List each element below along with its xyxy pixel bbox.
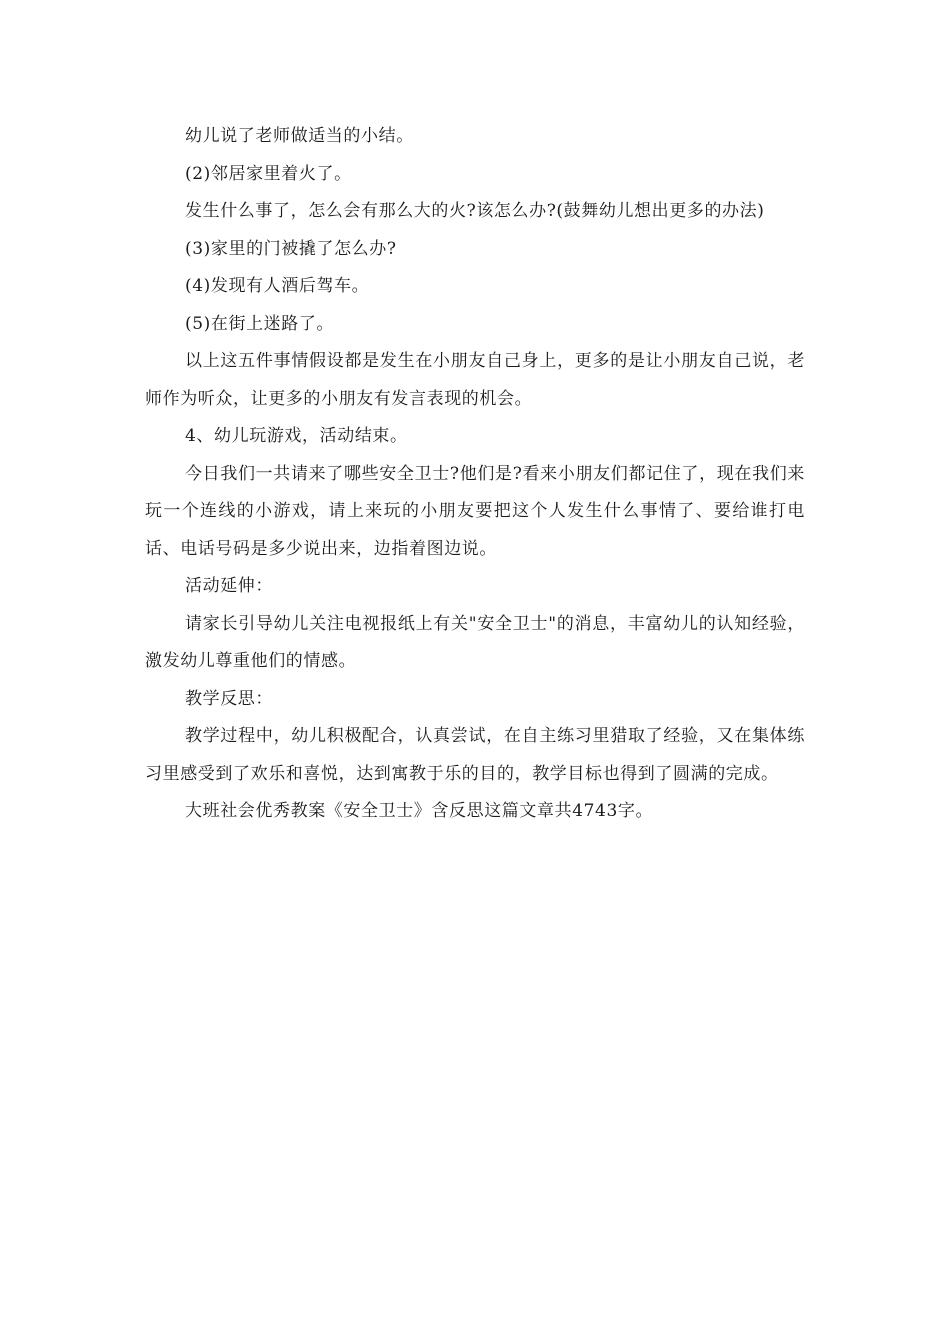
paragraph-reflection: 教学过程中，幼儿积极配合，认真尝试，在自主练习里猎取了经验，又在集体练习里感受到了欢乐和喜悦，达到寓教于乐的目的，教学目标也得到了圆满的完成。 (145, 726, 805, 784)
heading-activity-extension: 活动延伸： (185, 576, 273, 596)
paragraph-word-count: 大班社会优秀教案《安全卫士》含反思这篇文章共4743字。 (185, 801, 654, 821)
paragraph-five-events: 以上这五件事情假设都是发生在小朋友自己身上，更多的是让小朋友自己说，老师作为听众，让更多的小朋友有发言表现的机会。 (145, 351, 805, 409)
paragraph-extension: 请家长引导幼儿关注电视报纸上有关"安全卫士"的消息，丰富幼儿的认知经验，激发幼儿尊重他们的情感。 (145, 613, 805, 671)
paragraph-fire-question: 发生什么事了，怎么会有那么大的火?该怎么办?(鼓舞幼儿想出更多的办法) (185, 201, 765, 221)
paragraph-item-4: (4)发现有人酒后驾车。 (185, 276, 370, 296)
paragraph-item-3: (3)家里的门被撬了怎么办? (185, 238, 397, 259)
paragraph-item-5: (5)在街上迷路了。 (185, 313, 335, 334)
paragraph-summary: 幼儿说了老师做适当的小结。 (185, 126, 414, 146)
paragraph-step-4: 4、幼儿玩游戏，活动结束。 (185, 426, 408, 446)
heading-teaching-reflection: 教学反思： (185, 688, 273, 709)
paragraph-game: 今日我们一共请来了哪些安全卫士?他们是?看来小朋友们都记住了，现在我们来玩一个连线的小游戏，请上来玩的小朋友要把这个人发生什么事情了、要给谁打电话、电话号码是多少说出来，边指着图边说。 (145, 463, 805, 559)
document-body (145, 118, 805, 831)
paragraph-item-2: (2)邻居家里着火了。 (185, 163, 352, 184)
